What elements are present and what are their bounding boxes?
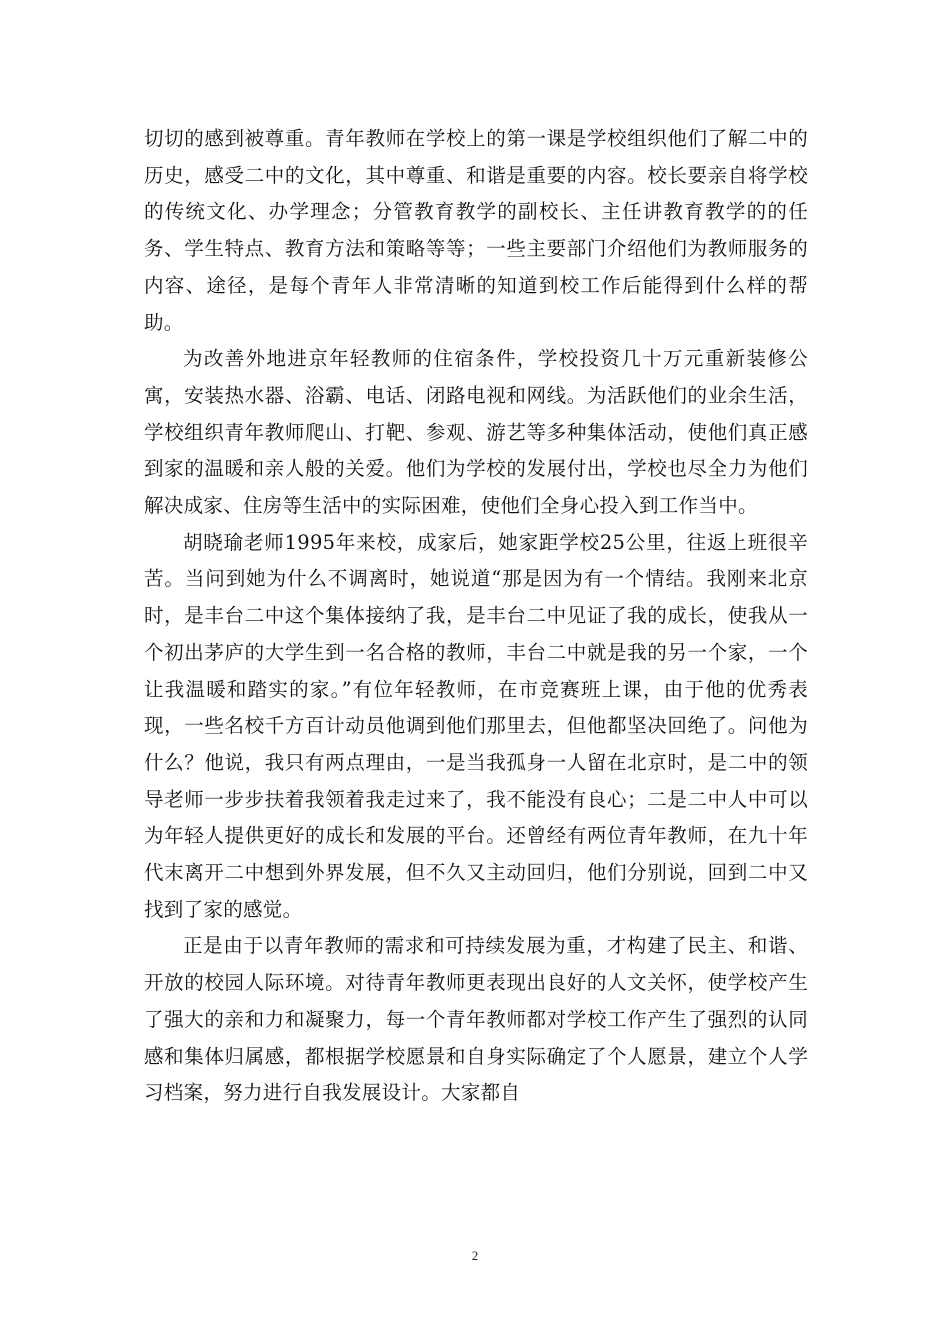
paragraph-3: 胡晓瑜老师1995年来校，成家后，她家距学校25公里，往返上班很辛苦。当问到她为什么不调离时，她说道“那是因为有一个情结。我刚来北京时，是丰台二中这个集体接纳了我，是丰台二中见证了我的成长，使我从一个初出茅庐的大学生到一名合格的教师，丰台二中就是我的另一个家，一个让我温暖和踏实的家。”有位年轻教师，在市竞赛班上课，由于他的优秀表现，一些名校千方百计动员他调到他们那里去，但他都坚决回绝了。问他为什么？他说，我只有两点理由，一是当我孤身一人留在北京时，是二中的领导老师一步步扶着我领着我走过来了，我不能没有良心；二是二中人中可以为年轻人提供更好的成长和发展的平台。还曾经有两位青年教师，在九十年代末离开二中想到外界发展，但不久又主动回归，他们分别说，回到二中又找到了家的感觉。 bbox=[144, 530, 808, 921]
paragraph-1: 切切的感到被尊重。青年教师在学校上的第一课是学校组织他们了解二中的历史，感受二中的文化，其中尊重、和谐是重要的内容。校长要亲自将学校的传统文化、办学理念；分管教育教学的副校长、主任讲教育教学的的任务、学生特点、教育方法和策略等等；一些主要部门介绍他们为教师服务的内容、途径，是每个青年人非常清晰的知道到校工作后能得到什么样的帮助。 bbox=[144, 127, 808, 334]
paragraph-2: 为改善外地进京年轻教师的住宿条件，学校投资几十万元重新装修公寓，安装热水器、浴霸、电话、闭路电视和网线。为活跃他们的业余生活，学校组织青年教师爬山、打靶、参观、游艺等多种集体活动，使他们真正感到家的温暖和亲人般的关爱。他们为学校的发展付出，学校也尽全力为他们解决成家、住房等生活中的实际困难，使他们全身心投入到工作当中。 bbox=[144, 347, 808, 518]
body-text bbox=[144, 121, 808, 1112]
paragraph-4: 正是由于以青年教师的需求和可持续发展为重，才构建了民主、和谐、开放的校园人际环境。对待青年教师更表现出良好的人文关怀，使学校产生了强大的亲和力和凝聚力，每一个青年教师都对学校工作产生了强烈的认同感和集体归属感，都根据学校愿景和自身实际确定了个人愿景，建立个人学习档案，努力进行自我发展设计。大家都自 bbox=[144, 934, 808, 1105]
page-number: 2 bbox=[471, 1248, 479, 1263]
